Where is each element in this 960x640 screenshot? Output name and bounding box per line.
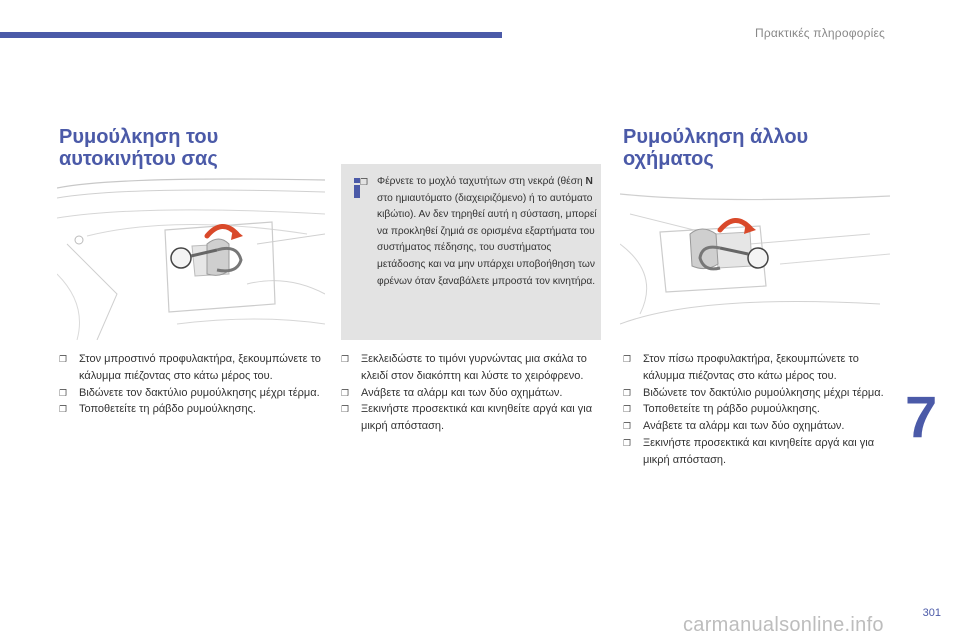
right-step-list — [623, 351, 885, 469]
checkbox-icon: ❐ — [360, 177, 369, 187]
list-item: ❐ Ξεκλειδώστε το τιμόνι γυρνώντας μια σκάλα το κλειδί στον διακόπτη και λύστε το χειρόφρενο. — [341, 353, 587, 382]
list-item: ❐ Ανάβετε τα αλάρμ και των δύο οχημάτων. — [341, 385, 603, 402]
checkbox-icon: ❐ — [59, 404, 68, 415]
checkbox-icon: ❐ — [623, 387, 632, 398]
list-item: ❐ Βιδώνετε τον δακτύλιο ρυμούλκησης μέχρι τέρμα. — [623, 385, 885, 402]
checkbox-icon: ❐ — [623, 437, 632, 448]
list-item: ❐ Στον πίσω προφυλακτήρα, ξεκουμπώνετε το κάλυμμα πιέζοντας στο κάτω μέρος του. — [623, 353, 859, 382]
left-title-line2: αυτοκινήτου σας — [59, 148, 218, 170]
list-item: ❐ Ξεκινήστε προσεκτικά και κινηθείτε αργά και για μικρή απόσταση. — [623, 436, 875, 466]
checkbox-icon: ❐ — [623, 354, 632, 364]
right-title-line1: Ρυμούλκηση άλλου — [623, 126, 809, 148]
list-item: ❐ Ανάβετε τα αλάρμ και των δύο οχημάτων. — [623, 418, 885, 435]
list-item: ❐ Ξεκινήστε προσεκτικά και κινηθείτε αργά και για μικρή απόσταση. — [341, 403, 593, 433]
checkbox-icon: ❐ — [341, 404, 350, 415]
watermark: carmanualsonline.info — [683, 614, 884, 636]
list-item: ❐ Τοποθετείτε τη ράβδο ρυμούλκησης. — [623, 401, 885, 418]
chapter-number: 7 — [905, 385, 938, 450]
checkbox-icon: ❐ — [341, 387, 350, 398]
header-accent-bar — [0, 32, 502, 38]
front-towing-illustration — [57, 174, 325, 340]
checkbox-icon: ❐ — [59, 387, 68, 398]
left-section-title — [59, 126, 218, 170]
list-item: ❐ Βιδώνετε τον δακτύλιο ρυμούλκησης μέχρι τέρμα. — [59, 385, 324, 402]
checkbox-icon: ❐ — [623, 404, 632, 415]
checkbox-icon: ❐ — [59, 354, 68, 364]
right-title-line2: οχήματος — [623, 148, 714, 170]
info-note-text: ❐ Φέρνετε το μοχλό ταχυτήτων στη νεκρά (θέση N στο ημιαυτόματο (διαχειριζόμενο) ή το αυτόματο κιβώτιο). Αν δεν τηρηθεί αυτή η σύσταση, μπορεί να προκληθεί ζημιά σε ορισμένα εξαρτήματα του συστήματος πέδησης, του συστήματος μετάδοσης και να μην υπάρχει υποβοήθηση των φρένων όταν ξαναβάλετε μπροστά τον κινητήρα. — [360, 176, 597, 287]
right-section-title — [623, 126, 808, 170]
list-item: ❐ Στον μπροστινό προφυλακτήρα, ξεκουμπώνετε το κάλυμμα πιέζοντας στο κάτω μέρος του. — [59, 353, 321, 382]
page-number: 301 — [922, 607, 941, 619]
left-title-line1: Ρυμούλκηση του — [59, 126, 219, 148]
list-item: ❐ Τοποθετείτε τη ράβδο ρυμούλκησης. — [59, 401, 324, 418]
rear-towing-illustration — [620, 174, 890, 340]
gear-position-label: N — [585, 176, 593, 187]
section-header-title: Πρακτικές πληροφορίες — [754, 26, 885, 40]
middle-step-list — [341, 351, 603, 435]
left-step-list — [59, 351, 324, 418]
info-note-box — [341, 164, 601, 340]
checkbox-icon: ❐ — [623, 421, 632, 432]
checkbox-icon: ❐ — [341, 354, 350, 364]
